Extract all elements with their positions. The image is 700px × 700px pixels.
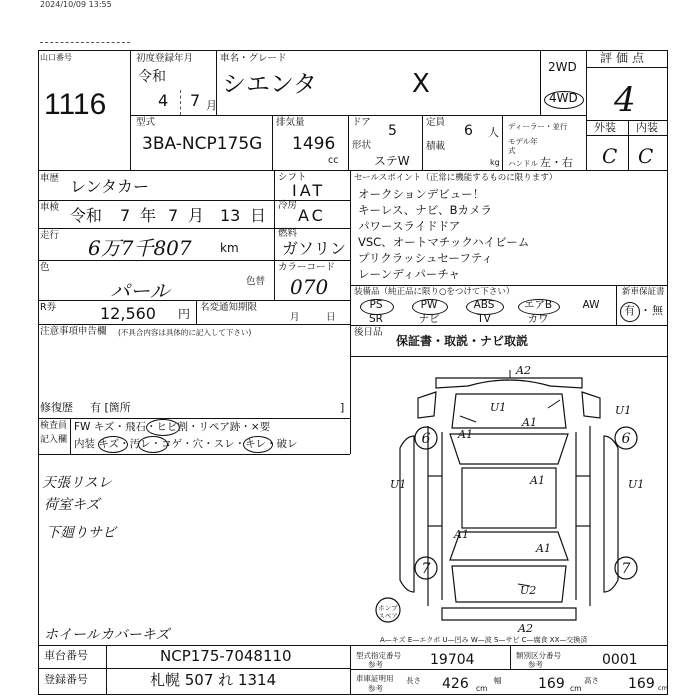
fuel-value: ガソリン bbox=[282, 239, 347, 258]
name-change-month: 月 bbox=[290, 312, 300, 323]
rating-divider bbox=[586, 50, 587, 170]
insp-divider bbox=[70, 418, 71, 454]
width-unit: cm bbox=[570, 684, 582, 693]
repair-close: ] bbox=[340, 401, 345, 414]
mark-circle-hiseki bbox=[146, 419, 180, 436]
first-registration-era: 令和 bbox=[138, 69, 166, 85]
color-code: 070 bbox=[290, 275, 329, 299]
rating-label: 評価点 bbox=[600, 51, 649, 65]
left-profile bbox=[400, 436, 414, 592]
after-sales-label: 後日品 bbox=[354, 327, 383, 338]
spare-label: ホンプ bbox=[378, 604, 398, 612]
interior-grade: C bbox=[638, 144, 654, 168]
tire-rr-grade: 7 bbox=[621, 561, 631, 577]
interior-label: 内装 bbox=[636, 121, 658, 134]
warranty-label: 新車保証書 bbox=[622, 287, 665, 297]
equip-ps: PS bbox=[369, 299, 383, 311]
mark-rear-a1-right: A1 bbox=[536, 542, 551, 555]
inspection-month-unit: 月 bbox=[188, 206, 205, 225]
inspection-label: 車検 bbox=[40, 202, 60, 213]
hist-line bbox=[38, 200, 350, 201]
width: 169 bbox=[538, 676, 565, 692]
mark-rear-u2: U2 bbox=[520, 584, 537, 597]
lot-divider bbox=[130, 50, 131, 170]
mark-circle-sure bbox=[243, 436, 273, 453]
shift-value: IAT bbox=[292, 181, 326, 200]
handwritten-note-3: 下廻りサビ bbox=[46, 525, 116, 541]
doors: 5 bbox=[388, 123, 397, 139]
warranty-yes: 有 bbox=[624, 304, 635, 317]
equip-divider bbox=[616, 285, 617, 325]
height-unit: cm bbox=[658, 684, 668, 692]
model-code: 3BA-NCP175G bbox=[142, 134, 263, 154]
color-code-label: カラーコード bbox=[278, 262, 336, 273]
history-value: レンタカー bbox=[70, 177, 149, 196]
length-label: 長さ bbox=[406, 676, 421, 685]
doors-divider bbox=[422, 115, 423, 170]
handwritten-note-2: 荷室キズ bbox=[44, 497, 100, 513]
model-spec: 19704 bbox=[430, 652, 475, 668]
dealer-label: ディーラー・並行 bbox=[508, 122, 568, 131]
tire-rl-grade: 7 bbox=[421, 561, 431, 577]
inspector-bottom bbox=[38, 454, 350, 455]
color-line bbox=[38, 300, 350, 301]
mark-rear-a1-left: A1 bbox=[454, 528, 469, 541]
equip-bottom bbox=[350, 325, 668, 326]
displacement-label: 排気量 bbox=[276, 117, 305, 128]
length-unit: cm bbox=[476, 684, 488, 693]
capacity: 6 bbox=[464, 123, 473, 139]
rating-hl-3 bbox=[586, 135, 668, 136]
lot-number: 1116 bbox=[44, 88, 107, 121]
auction-house-label: 山口番号 bbox=[40, 53, 72, 62]
spec-divider bbox=[510, 645, 511, 669]
row2-line bbox=[130, 115, 586, 116]
recycle-line bbox=[38, 324, 350, 325]
sales-point-2: キーレス、ナビ、Bカメラ bbox=[358, 203, 493, 217]
notes-sub: (不具合内容は具体的に記入して下さい) bbox=[118, 328, 252, 337]
name-change-day: 日 bbox=[326, 312, 336, 323]
mark-circle-kizu bbox=[98, 436, 128, 453]
mark-right-u1: U1 bbox=[615, 404, 632, 417]
rating-mid bbox=[628, 120, 629, 170]
length: 426 bbox=[442, 676, 469, 692]
sales-bottom bbox=[350, 285, 668, 286]
equip-navi: ナビ bbox=[418, 313, 440, 325]
category-label: 類別区分番号 bbox=[516, 651, 561, 660]
mark-left-u1: U1 bbox=[390, 478, 407, 491]
capacity-unit: 人 bbox=[488, 126, 499, 139]
mileage-unit: km bbox=[220, 241, 239, 255]
left-mirror bbox=[418, 392, 436, 418]
hood bbox=[452, 394, 566, 428]
load-unit: kg bbox=[490, 158, 500, 167]
doors-label: ドア bbox=[352, 117, 371, 128]
car-name-label: 車名・グレード bbox=[220, 53, 287, 64]
right-mirror bbox=[582, 392, 600, 418]
mark-hood-a1-b: A1 bbox=[458, 428, 473, 441]
inspector-row-1: FW キズ・飛石・ヒビ割・リペア跡・×要 bbox=[74, 421, 271, 433]
inspector-label-1: 検査員 bbox=[40, 421, 68, 431]
warranty-no: 無 bbox=[652, 304, 663, 317]
drive-4wd: 4WD bbox=[549, 91, 578, 105]
mark-right-u1-b: U1 bbox=[628, 478, 645, 491]
equip-aw: AW bbox=[582, 299, 600, 311]
vehicle-cert-label: 車庫証明用 bbox=[356, 674, 394, 683]
sales-point-5: プリクラッシュセーフティ bbox=[358, 251, 493, 265]
damage-legend: A—キズ E—エクボ U—凹み W—波 S—サビ C—腐食 XX—交換済 bbox=[380, 636, 588, 644]
category-ref: 参考 bbox=[528, 660, 543, 669]
top-section-bottom bbox=[38, 170, 668, 171]
model-divider bbox=[272, 115, 273, 170]
left-mid-divider bbox=[274, 170, 275, 300]
mark-hood-u1-left: U1 bbox=[490, 401, 507, 414]
plate-number: 札幌 507 れ 1314 bbox=[150, 671, 277, 689]
handwritten-note-4: ホイールカバーキズ bbox=[44, 627, 170, 643]
car-damage-diagram bbox=[350, 356, 668, 636]
category: 0001 bbox=[602, 652, 638, 668]
chassis-line bbox=[38, 668, 350, 669]
name-change-label: 名変通知期限 bbox=[200, 302, 258, 313]
mileage-value: 6万7千807 bbox=[88, 236, 192, 260]
fuel-label: 燃料 bbox=[278, 228, 298, 239]
reg-divider bbox=[216, 50, 217, 115]
equip-pw: PW bbox=[420, 299, 438, 311]
vehicle-cert-ref: 参考 bbox=[368, 684, 383, 693]
timestamp: 2024/10/09 13:55 bbox=[40, 0, 112, 9]
first-registration-label: 初度登録年月 bbox=[136, 53, 194, 64]
inspection-day-unit: 日 bbox=[250, 206, 267, 225]
after-sales-value: 保証書・取説・ナビ取説 bbox=[396, 334, 529, 348]
cap-divider bbox=[502, 115, 503, 170]
bottom-section-top bbox=[38, 645, 668, 646]
equip-airbag: エアB bbox=[523, 299, 553, 311]
color-label: 色 bbox=[40, 262, 50, 273]
mark-front: A2 bbox=[516, 364, 531, 377]
inspector-label-2: 記入欄 bbox=[40, 435, 68, 445]
car-name: シエンタ bbox=[222, 70, 318, 98]
torn-edge-line bbox=[40, 42, 130, 43]
recycle-divider bbox=[196, 300, 197, 324]
repair-line bbox=[38, 418, 350, 419]
inspection-era: 令和 bbox=[70, 206, 103, 225]
spare-sublabel: スペア bbox=[378, 612, 398, 620]
aircon-value: AC bbox=[298, 206, 326, 225]
sales-point-3: パワースライドドア bbox=[358, 219, 461, 233]
equip-leather: カワ bbox=[527, 313, 549, 325]
color-value: パール bbox=[110, 279, 170, 303]
spec-line bbox=[350, 669, 668, 670]
rear-hatch bbox=[452, 566, 566, 602]
sales-point-6: レーンディパーチャ bbox=[358, 267, 461, 281]
repair-value: 有 [箇所 bbox=[90, 401, 131, 414]
mark-rear: A2 bbox=[518, 622, 533, 635]
load-label: 積載 bbox=[426, 141, 446, 152]
sales-point-1: オークションデビュー！ bbox=[358, 187, 485, 201]
repair-label: 修復歴 bbox=[40, 401, 73, 414]
inspector-row-2: 内装 キズ・汚レ・コゲ・穴・スレ・キレ・破レ bbox=[74, 438, 298, 450]
mark-circle-yogore bbox=[138, 436, 168, 453]
mileage-line bbox=[38, 260, 350, 261]
capacity-label: 定員 bbox=[426, 117, 446, 128]
right-profile bbox=[604, 436, 618, 592]
drive-2wd: 2WD bbox=[548, 60, 577, 74]
car-grade: X bbox=[412, 69, 430, 99]
tire-fl-grade: 6 bbox=[421, 431, 431, 447]
aircon-label: 冷房 bbox=[278, 200, 298, 211]
history-label: 車歴 bbox=[40, 173, 60, 184]
model-code-label: 型式 bbox=[136, 117, 156, 128]
recycle-unit: 円 bbox=[178, 307, 191, 321]
shift-label: シフト bbox=[278, 172, 307, 183]
model-spec-ref: 参考 bbox=[368, 660, 383, 669]
handwritten-note-1: 天張リスレ bbox=[42, 475, 112, 491]
shape: ステW bbox=[374, 154, 410, 168]
first-registration-month: 7 bbox=[190, 91, 201, 110]
displacement: 1496 bbox=[292, 134, 336, 154]
recycle-label: R券 bbox=[40, 302, 57, 313]
bottom-mid-divider bbox=[350, 645, 351, 695]
sales-point-4: VSC、オートマチックハイビーム bbox=[358, 235, 530, 249]
mark-roof-a1: A1 bbox=[530, 474, 545, 487]
inspection-month: 7 bbox=[168, 206, 179, 225]
handle-label: ハンドル bbox=[508, 159, 538, 168]
model-spec-label: 型式指定番号 bbox=[356, 651, 401, 660]
tire-fr-grade: 6 bbox=[621, 431, 631, 447]
rear-bumper bbox=[442, 608, 576, 620]
drive-divider bbox=[540, 50, 541, 115]
width-label: 幅 bbox=[494, 676, 502, 685]
inspection-year-unit: 年 bbox=[140, 206, 157, 225]
rating-hl bbox=[586, 67, 668, 68]
chassis-label: 車台番号 bbox=[44, 649, 88, 662]
inspection-year: 7 bbox=[120, 206, 131, 225]
model-year-label: モデル年式 bbox=[508, 137, 538, 155]
height-label: 高さ bbox=[584, 676, 599, 685]
mark-hood-a1: A1 bbox=[522, 416, 537, 429]
inspection-day: 13 bbox=[220, 206, 241, 225]
first-registration-year: 4 bbox=[158, 91, 169, 110]
recycle-value: 12,560 bbox=[100, 304, 156, 323]
first-registration-month-unit: 月 bbox=[206, 99, 217, 112]
reg-dash-1 bbox=[180, 90, 181, 115]
disp-divider bbox=[348, 115, 349, 170]
equipment-label: 装備品（純正品に限り○をつけて下さい） bbox=[354, 287, 515, 297]
front-outline bbox=[436, 378, 582, 388]
insp-line bbox=[38, 228, 350, 229]
exterior-grade: C bbox=[602, 144, 618, 168]
warranty-sep: ・ bbox=[640, 304, 651, 317]
equip-abs: ABS bbox=[473, 299, 495, 311]
chassis-number: NCP175-7048110 bbox=[160, 647, 292, 665]
handle-value: 左・右 bbox=[540, 156, 573, 169]
shape-label: 形状 bbox=[352, 140, 372, 151]
notes-title: 注意事項申告欄 bbox=[40, 326, 107, 337]
chassis-divider bbox=[106, 645, 107, 695]
height: 169 bbox=[628, 676, 655, 692]
rating-score: 4 bbox=[614, 80, 636, 120]
sales-points-label: セールスポイント（正常に機能するものに限ります） bbox=[354, 173, 558, 183]
equip-tv: TV bbox=[477, 313, 491, 325]
displacement-unit: cc bbox=[328, 155, 339, 166]
equip-sr: SR bbox=[369, 313, 383, 325]
plate-label: 登録番号 bbox=[44, 673, 88, 686]
exterior-label: 外装 bbox=[594, 121, 616, 134]
color-change-label: 色替 bbox=[246, 276, 266, 287]
mileage-label: 走行 bbox=[40, 230, 60, 241]
